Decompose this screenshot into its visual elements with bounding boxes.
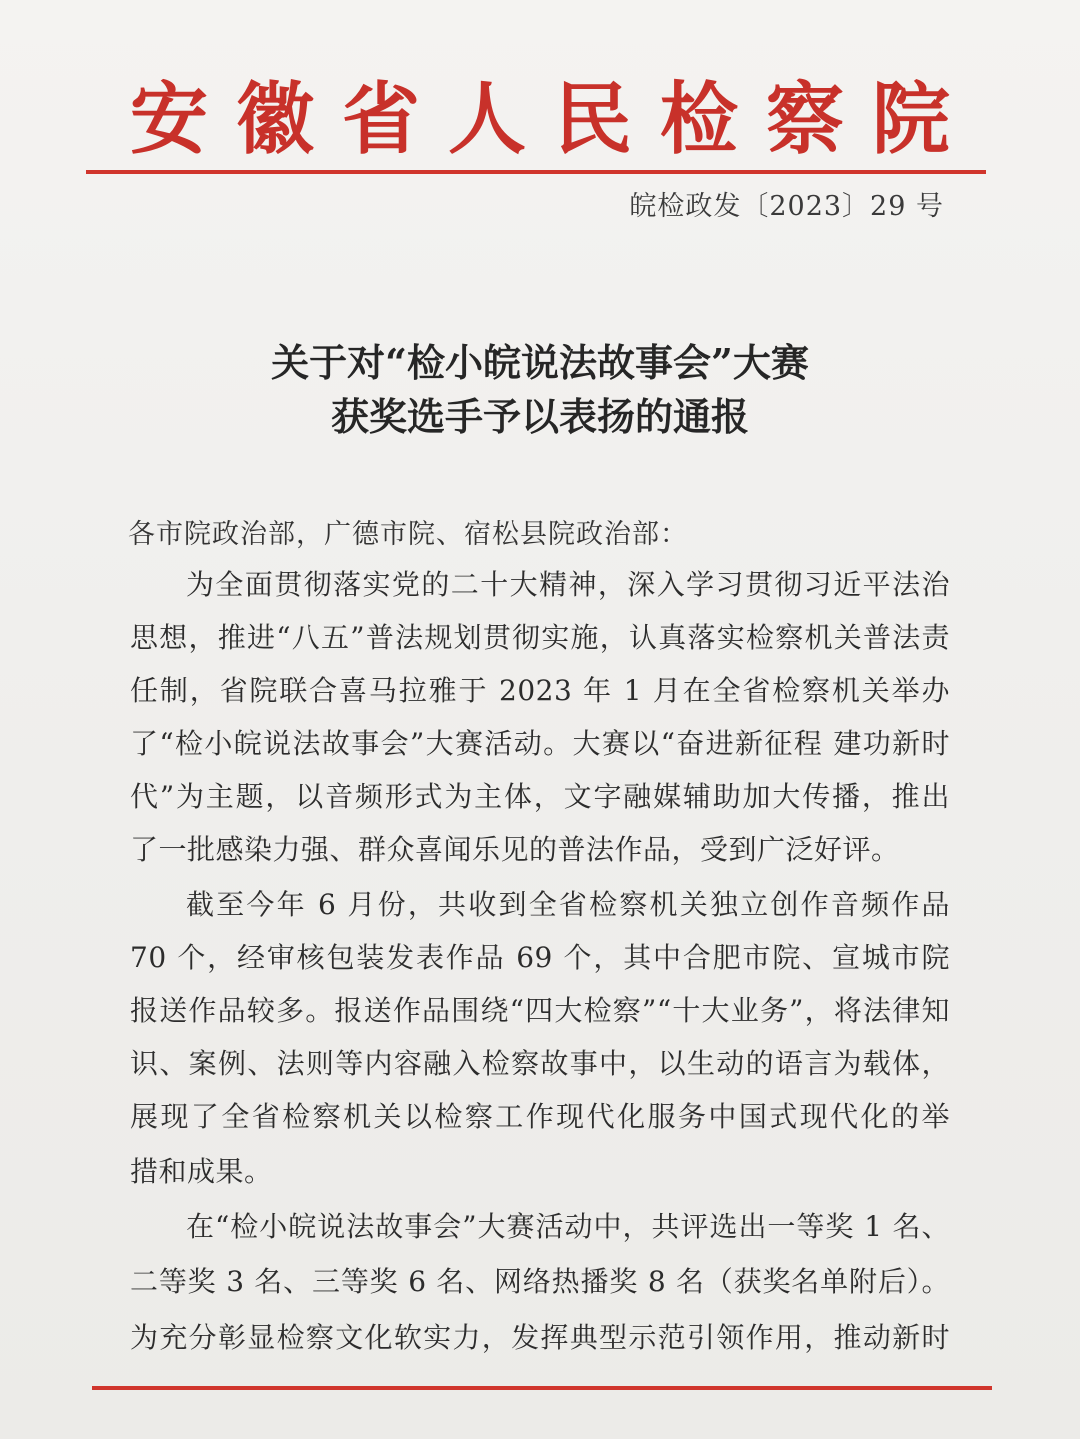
org-char: 人	[447, 74, 526, 165]
body-line: 思想，推进“八五”普法规划贯彻实施，认真落实检察机关普法责	[130, 621, 950, 654]
header-red-rule	[86, 170, 986, 174]
org-char: 徽	[235, 74, 314, 165]
title-line-1: 关于对“检小皖说法故事会”大赛	[271, 340, 809, 385]
org-char: 院	[871, 74, 950, 165]
document-number: 皖检政发〔2023〕29 号	[629, 191, 944, 222]
body-line: 为充分彰显检察文化软实力，发挥典型示范引领作用，推动新时	[130, 1321, 950, 1354]
salutation: 各市院政治部，广德市院、宿松县院政治部：	[128, 519, 688, 550]
body-line: 措和成果。	[130, 1155, 273, 1188]
org-char: 安	[130, 74, 209, 165]
body-line: 展现了全省检察机关以检察工作现代化服务中国式现代化的举	[130, 1100, 950, 1133]
body-line: 任制，省院联合喜马拉雅于 2023 年 1 月在全省检察机关举办	[130, 674, 950, 707]
footer-red-rule	[92, 1386, 992, 1390]
org-char: 察	[765, 74, 844, 165]
body-line: 为全面贯彻落实党的二十大精神，深入学习贯彻习近平法治	[186, 568, 950, 601]
body-line: 二等奖 3 名、三等奖 6 名、网络热播奖 8 名（获奖名单附后）。	[130, 1265, 950, 1298]
org-char: 省	[341, 74, 420, 165]
body-line: 了一批感染力强、群众喜闻乐见的普法作品，受到广泛好评。	[130, 833, 900, 866]
body-line: 截至今年 6 月份，共收到全省检察机关独立创作音频作品	[186, 888, 950, 921]
body-line: 70 个，经审核包装发表作品 69 个，其中合肥市院、宣城市院	[130, 941, 950, 974]
body-line: 代”为主题，以音频形式为主体，文字融媒辅助加大传播，推出	[130, 780, 950, 813]
organization-title	[90, 70, 990, 170]
body-line: 在“检小皖说法故事会”大赛活动中，共评选出一等奖 1 名、	[186, 1210, 950, 1243]
org-char: 检	[659, 74, 738, 165]
org-char: 民	[553, 74, 632, 165]
title-line-2: 获奖选手予以表扬的通报	[330, 394, 749, 439]
body-line: 识、案例、法则等内容融入检察故事中，以生动的语言为载体，	[130, 1047, 950, 1080]
body-line: 了“检小皖说法故事会”大赛活动。大赛以“奋进新征程 建功新时	[130, 727, 950, 760]
body-line: 报送作品较多。报送作品围绕“四大检察”“十大业务”，将法律知	[130, 994, 950, 1027]
document-title	[90, 336, 990, 444]
